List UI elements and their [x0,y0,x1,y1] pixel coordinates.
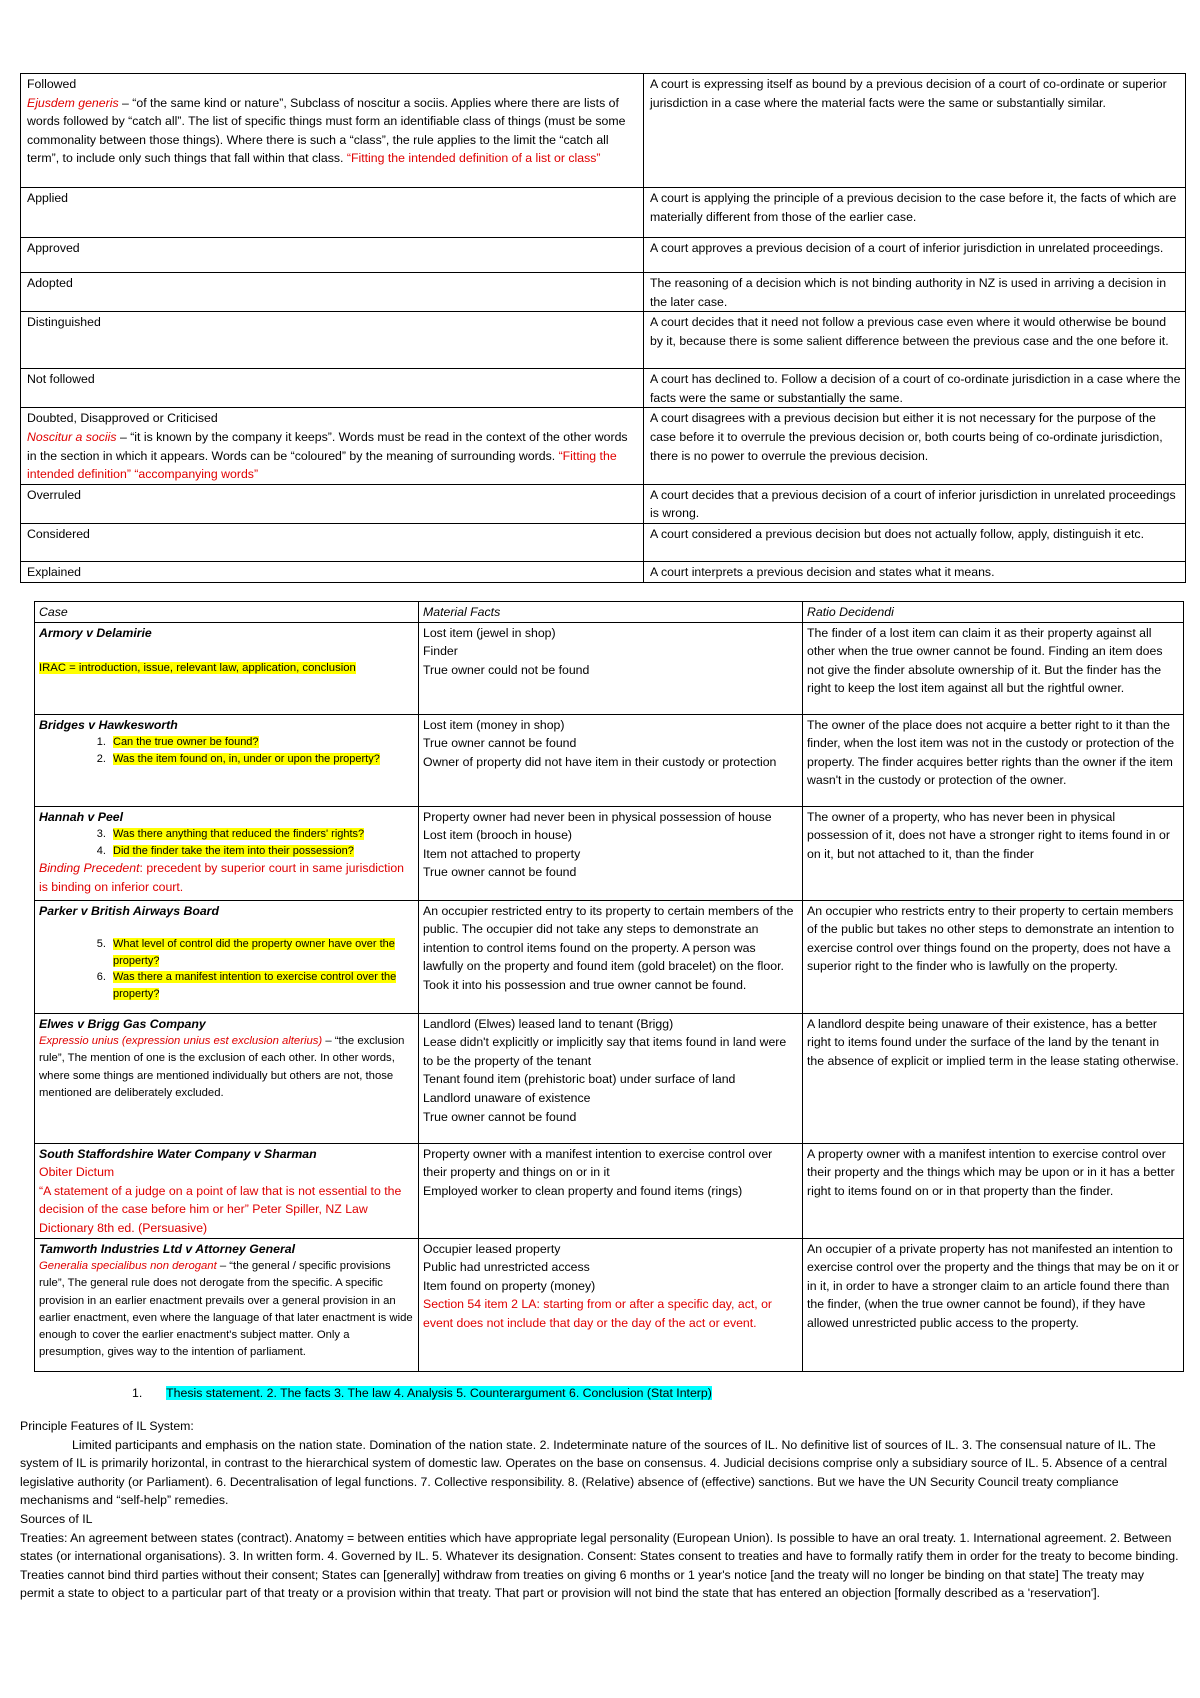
ratio-cell: A landlord despite being unaware of their existence, has a better right to items found under the surface of the land by the tenant in the absence of explicit or implied term in the lease stating otherwise. [803,1013,1184,1143]
maxim-label: Ejusdem generis [27,95,119,110]
fact-line: Landlord (Elwes) leased land to tenant (Brigg) [423,1016,674,1031]
definition-cell: A court decides that it need not follow a previous case even where it would otherwise be bound by it, because there is some salient difference between the previous case and the one before it. [644,312,1186,369]
maxim-text: – “the exclusion rule”, The mention of one is the exclusion of each other. In other words, where some things are mentioned individually but others are not, those mentioned are deliberately excluded. [39,1035,405,1099]
term-adopted: Adopted [21,273,644,312]
statute-note: Section 54 item 2 LA: starting from or after a specific day, act, or event does not include that day or the day of the act or event. [423,1297,773,1330]
fact-line: True owner cannot be found [423,1109,577,1124]
header-material-facts: Material Facts [419,602,803,623]
definition-cell: A court decides that a previous decision of a court of inferior jurisdiction in unrelated proceedings is wrong. [644,484,1186,523]
fact-line: Owner of property did not have item in their custody or protection [423,754,777,769]
ratio-cell: An occupier of a private property has not manifested an intention to exercise control over the property and the things that may be on it or in it, in order to have a stronger claim to an article found there than the finder, (when the true owner cannot be found), if they have allowed unrestricted public access to the property. [803,1238,1184,1371]
maxim-text: – “it is known by the company it keeps”. Words must be read in the context of the other words in the section in which it appears. Words can be “coloured” by the meaning of surrounding words. [27,429,628,463]
fact-line: Employed worker to clean property and found items (rings) [423,1183,743,1198]
table-row [21,561,1186,582]
table-row [21,369,1186,408]
definition-cell: A court disagrees with a previous decision but either it is not necessary for the purpose of the case before it to overrule the previous decision or, both courts being of co-ordinate jurisdiction, there is no power to overrule the previous decision. [644,408,1186,484]
table-row [21,523,1186,561]
maxim-label: Generalia specialibus non derogant [39,1260,217,1273]
term-overruled: Overruled [21,484,644,523]
facts-cell [419,622,803,714]
fact-line: True owner cannot be found [423,736,577,751]
obiter-label: Obiter Dictum [39,1165,115,1180]
thesis-line: 1. Thesis statement. 2. The facts 3. The law 4. Analysis 5. Counterargument 6. Conclusion (Stat Interp) [132,1386,712,1400]
definition-cell: A court is applying the principle of a previous decision to the case before it, the facts of which are materially different from those of the earlier case. [644,188,1186,238]
table-row [35,806,1184,900]
maxim-label: Noscitur a sociis [27,429,117,444]
case-cell [35,900,419,1013]
fact-line: True owner cannot be found [423,865,577,880]
fact-line: Finder [423,644,458,659]
facts-cell [419,1238,803,1371]
fact-line: Public had unrestricted access [423,1260,590,1275]
case-name: South Staffordshire Water Company v Sharman [39,1146,317,1161]
ratio-cell: An occupier who restricts entry to their property to certain members of the public but takes no other steps to demonstrate an intention to exercise control over things found on the property, does not have a superior right to the finder who is lawfully on the property. [803,900,1184,1013]
question-item: Was there anything that reduced the finders' rights? [113,828,365,841]
fact-line: Property owner with a manifest intention to exercise control over their property and things on or in it [423,1146,773,1180]
table-row [21,273,1186,312]
question-item: Was there a manifest intention to exercise control over the property? [113,971,397,1000]
principle-paragraph: Limited participants and emphasis on the nation state. Domination of the nation state. 2. Indeterminate nature of the sources of IL. No definitive list of sources of IL. 3. The consensual nature of IL. The system of IL is primarily horizontal, in contrast to the hierarchical system of domestic law. Operates on the base on consensus. 4. Judicial decisions comprise only a subsidiary source of IL. 5. Absence of a central legislative authority (or Parliament). 6. Decentralisation of legal functions. 7. Collective responsibility. 8. (Relative) absence of (effective) sanctions. But we have the UN Security Council treaty compliance mechanisms and “self-help” remedies. [20,1437,1168,1508]
table-row [21,484,1186,523]
question-item: Did the finder take the item into their possession? [113,844,354,857]
term-cell [21,408,644,484]
table-row [35,900,1184,1013]
table-row [35,1238,1184,1371]
obiter-quote: “A statement of a judge on a point of law that is not essential to the decision of the case before him or her” Peter Spiller, NZ Law Dictionary 8th ed. (Persuasive) [39,1183,402,1235]
fact-line: Lost item (jewel in shop) [423,625,556,640]
facts-cell [419,1143,803,1238]
cases-table [34,601,1184,1372]
treaties-paragraph: Treaties: An agreement between states (contract). Anatomy = between entities which have appropriate legal personality (European Union). Is possible to have an oral treaty. 1. International agreement. 2. Between states (or international organisations). 3. In written form. 4. Governed by IL. 5. Whatever its designation. Consent: States consent to treaties and have to formally ratify them in order for the treaty to become binding. Treaties cannot bind third parties without their consent; States can [generally] withdraw from treaties on giving 6 months or 1 year's notice [and the treaty will no longer be binding on that state] The treaty may permit a state to object to a particular part of that treaty or a provision within that treaty. That part or provision will not bind the state that has entered an objection [formally described as a 'reservation']. [20,1530,1179,1601]
fact-line: Landlord unaware of existence [423,1090,591,1105]
header-case: Case [35,602,419,623]
question-item: What level of control did the property owner have over the property? [113,938,395,967]
definition-cell: A court considered a previous decision but does not actually follow, apply, distinguish it etc. [644,523,1186,561]
term-followed: Followed [27,77,77,91]
term-not-followed: Not followed [21,369,644,408]
case-name: Hannah v Peel [39,809,124,824]
definition-cell: A court has declined to. Follow a decision of a court of co-ordinate jurisdiction in a case where the facts were the same or substantially the same. [644,369,1186,408]
facts-cell [419,714,803,806]
issue-questions [39,826,414,859]
table-row [35,714,1184,806]
term-approved: Approved [21,238,644,273]
thesis-structure: Thesis statement. 2. The facts 3. The law 4. Analysis 5. Counterargument 6. Conclusion (Stat Interp) [166,1386,712,1400]
fact-line: Item found on property (money) [423,1278,596,1293]
term-doubted: Doubted, Disapproved or Criticised [27,411,218,426]
table-header-row [35,602,1184,623]
definition-cell: A court approves a previous decision of a court of inferior jurisdiction in unrelated proceedings. [644,238,1186,273]
principle-section [20,1417,1180,1603]
fact-line: Item not attached to property [423,846,581,861]
binding-precedent-note [39,859,414,896]
maxim-text: – “of the same kind or nature”, Subclass of noscitur a sociis. Applies where there are lists of words followed by “catch all”. The list of specific things must form an identifiable class of things (must be some commonality between those things). Where there is such a “class”, the rule applies to the limit the “catch all term”, to include only such things that fall within that class. [27,95,626,166]
fact-line: Occupier leased property [423,1241,561,1256]
case-cell [35,622,419,714]
table-row [21,188,1186,238]
facts-cell [419,1013,803,1143]
case-cell [35,714,419,806]
question-item: Can the true owner be found? [113,736,259,749]
term-considered: Considered [21,523,644,561]
ratio-cell: The owner of a property, who has never been in physical possession of it, does not have a stronger right to items found in or on it, but not attached to it, than the finder [803,806,1184,900]
maxim-red-note: “Fitting the intended definition of a list or class” [346,151,601,166]
term-applied: Applied [21,188,644,238]
fact-line: Property owner had never been in physical possession of house [423,809,772,824]
case-cell [35,1013,419,1143]
binding-precedent-label: Binding Precedent [39,861,140,876]
section-heading: Principle Features of IL System: [20,1419,194,1433]
ratio-cell: The finder of a lost item can claim it as their property against all other when the true owner cannot be found. Finding an item does not give the finder absolute ownership of it. But the finder has the right to keep the lost item against all but the rightful owner. [803,622,1184,714]
maxim-label: Expressio unius (expression unius est exclusion alterius) [39,1035,323,1048]
sources-heading: Sources of IL [20,1511,93,1526]
case-cell [35,806,419,900]
facts-cell: An occupier restricted entry to its property to certain members of the public. The occupier did not take any steps to demonstrate an intention to control items found on the property. A person was lawfully on the property and found item (gold bracelet) on the floor. Took it into his possession and true owner cannot be found. [419,900,803,1013]
question-item: Was the item found on, in, under or upon the property? [113,752,380,765]
case-name: Armory v Delamirie [39,625,152,640]
irac-note: IRAC = introduction, issue, relevant law, application, conclusion [39,662,356,675]
term-explained: Explained [21,561,644,582]
table-row [21,238,1186,273]
case-name: Tamworth Industries Ltd v Attorney General [39,1241,295,1256]
maxim-note [39,1033,414,1102]
binding-precedent-text: : precedent by superior court in same jurisdiction is binding on inferior court. [39,861,405,894]
facts-cell [419,806,803,900]
maxim-note [39,1258,414,1361]
case-name: Parker v British Airways Board [39,903,219,918]
definition-cell: A court is expressing itself as bound by a previous decision of a court of co-ordinate or superior jurisdiction in a case where the material facts were the same or substantially similar. [644,74,1186,188]
case-name: Elwes v Brigg Gas Company [39,1016,206,1031]
table-row [21,312,1186,369]
fact-line: Tenant found item (prehistoric boat) under surface of land [423,1072,736,1087]
fact-line: Lease didn't explicitly or implicitly say that items found in land were to be the property of the tenant [423,1035,787,1068]
issue-questions [39,936,414,1002]
issue-questions [39,734,414,767]
maxim-red-note: “Fitting the intended definition” “accompanying words” [27,448,617,482]
header-ratio: Ratio Decidendi [803,602,1184,623]
fact-line: Lost item (money in shop) [423,717,565,732]
case-name: Bridges v Hawkesworth [39,717,178,732]
ratio-cell: A property owner with a manifest intention to exercise control over their property and the things which may be upon or in it has a better right to items found on or in that property than the finder. [803,1143,1184,1238]
table-row [35,1013,1184,1143]
term-distinguished: Distinguished [21,312,644,369]
maxim-note [27,428,639,484]
definition-cell: The reasoning of a decision which is not binding authority in NZ is used in arriving a decision in the later case. [644,273,1186,312]
table-row [21,408,1186,484]
fact-line: Lost item (brooch in house) [423,828,573,843]
precedent-terms-table [20,73,1186,583]
case-cell [35,1238,419,1371]
fact-line: True owner could not be found [423,662,590,677]
table-row [21,74,1186,188]
definition-cell: A court interprets a previous decision and states what it means. [644,561,1186,582]
maxim-note [27,94,639,168]
case-cell [35,1143,419,1238]
table-row [35,622,1184,714]
ratio-cell: The owner of the place does not acquire a better right to it than the finder, when the lost item was not in the custody or protection of the property. The finder acquires better rights than the owner if the item wasn't in the custody or protection of the owner. [803,714,1184,806]
table-row [35,1143,1184,1238]
maxim-text: – “the general / specific provisions rule”, The general rule does not derogate from the specific. A specific provision in an earlier enactment prevails over a general provision in an earlier enactment, even where the language of that later enactment is wide enough to cover the earlier enactment's subject matter. Only a presumption, gives way to the intention of parliament. [39,1260,413,1359]
term-cell [21,74,644,188]
